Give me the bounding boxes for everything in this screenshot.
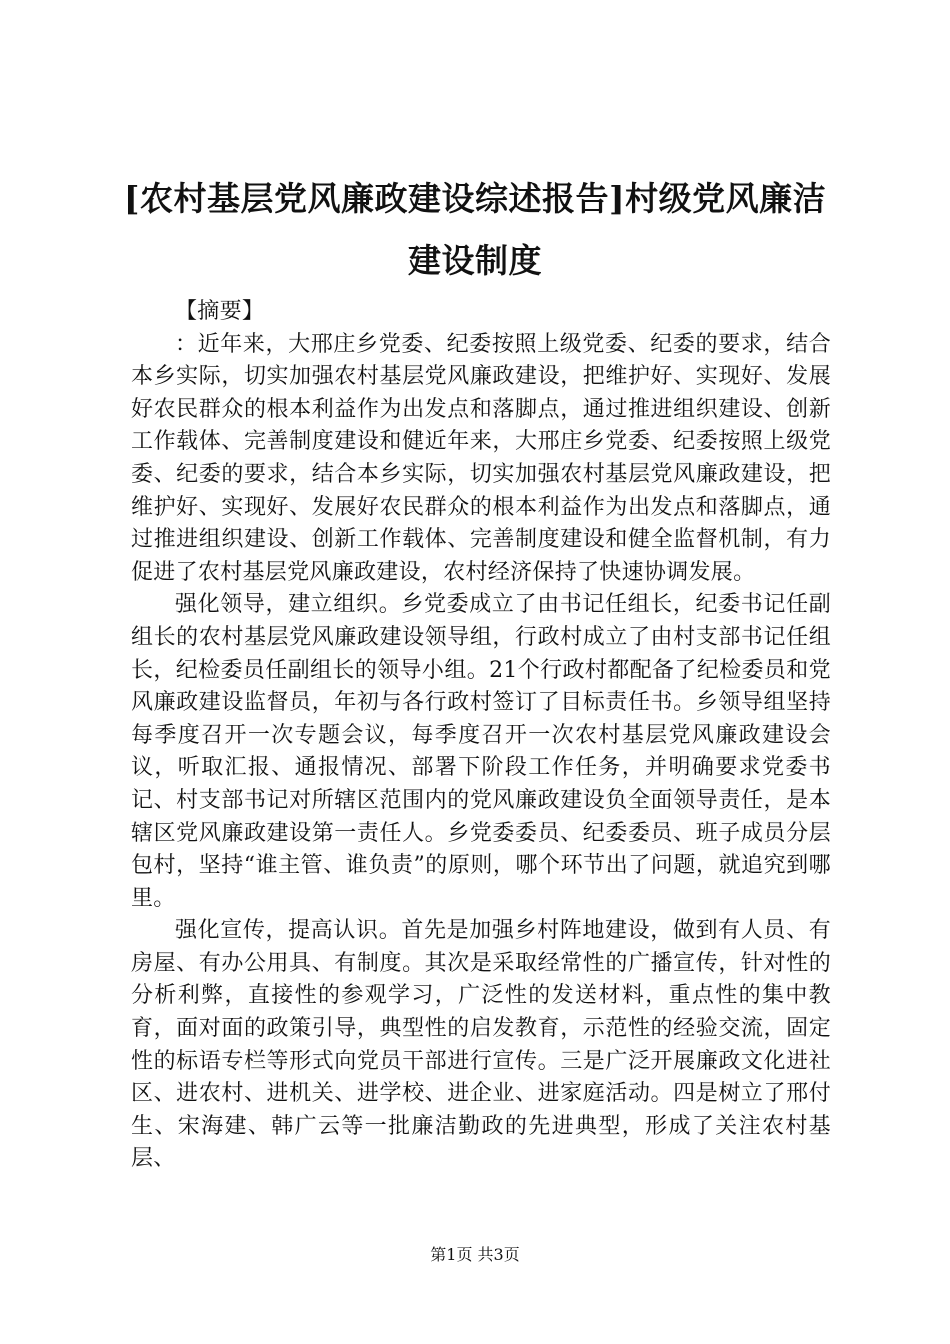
page-number-footer: 第1页 共3页 xyxy=(430,1245,520,1264)
body-paragraph-leadership: 强化领导，建立组织。乡党委成立了由书记任组长，纪委书记任副组长的农村基层党风廉政建设领导组，行政村成立了由村支部书记任组长，纪检委员任副组长的领导小组。21个行政村都配备了纪检委员和党风廉政建设监督员，年初与各行政村签订了目标责任书。乡领导组坚持每季度召开一次专题会议，每季度召开一次农村基层党风廉政建设会议，听取汇报、通报情况、部署下阶段工作任务，并明确要求党委书记、村支部书记对所辖区范围内的党风廉政建设负全面领导责任，是本辖区党风廉政建设第一责任人。乡党委委员、纪委委员、班子成员分层包村，坚持“谁主管、谁负责”的原则，哪个环节出了问题，就追究到哪里。 xyxy=(131,592,831,911)
document-title: [农村基层党风廉政建设综述报告]村级党风廉洁建设制度 xyxy=(123,179,827,280)
abstract-label: 【摘要】 xyxy=(175,299,265,324)
document-body xyxy=(131,296,831,1176)
body-paragraph-publicity: 强化宣传，提高认识。首先是加强乡村阵地建设，做到有人员、有房屋、有办公用具、有制度。其次是采取经常性的广播宣传，针对性的分析利弊，直接性的参观学习，广泛性的发送材料，重点性的集中教育，面对面的政策引导，典型性的启发教育，示范性的经验交流，固定性的标语专栏等形式向党员干部进行宣传。三是广泛开展廉政文化进社区、进农村、进机关、进学校、进企业、进家庭活动。四是树立了邢付生、宋海建、韩广云等一批廉洁勤政的先进典型，形成了关注农村基层、 xyxy=(131,918,831,1172)
abstract-paragraph: ：近年来，大邢庄乡党委、纪委按照上级党委、纪委的要求，结合本乡实际，切实加强农村基层党风廉政建设，把维护好、实现好、发展好农民群众的根本利益作为出发点和落脚点，通过推进组织建设、创新工作载体、完善制度建设和健近年来，大邢庄乡党委、纪委按照上级党委、纪委的要求，结合本乡实际，切实加强农村基层党风廉政建设，把维护好、实现好、发展好农民群众的根本利益作为出发点和落脚点，通过推进组织建设、创新工作载体、完善制度建设和健全监督机制，有力促进了农村基层党风廉政建设，农村经济保持了快速协调发展。 xyxy=(131,331,831,585)
